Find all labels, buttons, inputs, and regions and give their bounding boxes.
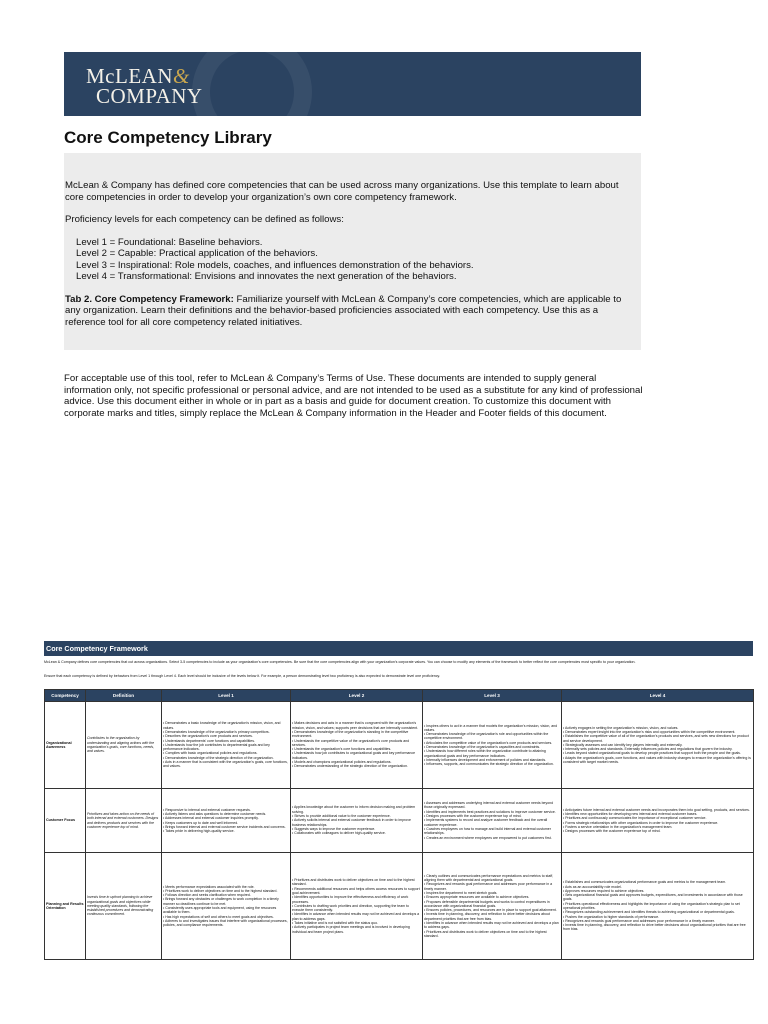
behavior-item: • Suggests ways to improve the customer experience. (292, 826, 376, 831)
mclean-company-logo: McLEAN& COMPANY (86, 64, 203, 108)
behavior-item: • Acts as an accountability role model. (563, 884, 622, 889)
behavior-item: • Understands how the job contributes to departmental goals and key performance indicators. (163, 742, 270, 752)
level-3-definition: Level 3 = Inspirational: Role models, coaches, and influences demonstration of the behaviors. (76, 259, 474, 271)
behavior-item: • Recognizes and rewards goal performance and addresses poor performance in a timely manner. (563, 918, 715, 923)
behavior-item: • Ensures policies, procedures, and resources are in place to support goal attainment. (424, 908, 557, 913)
column-header-level-3: Level 3 (423, 690, 562, 702)
behavior-item: • Internally sets policies and standards. Externally influences policies and regulations that govern the industry. (563, 747, 733, 752)
behavior-item: • Collaborates with colleagues to deliver high-quality service. (292, 831, 386, 836)
behavior-item: • Demonstrates knowledge of the organization’s primary competitors. (163, 729, 270, 734)
behavior-item: • Clearly outlines and communicates performance expectations and metrics to staff, aligning them with departmental and organizational goals. (424, 873, 554, 883)
level-2-definition: Level 2 = Capable: Practical application of the behaviors. (76, 248, 318, 259)
competency-name-cell: Planning and Results Orientation (45, 853, 86, 960)
behavior-item: • Makes decisions and acts in a manner that is congruent with the organization’s mission, vision, and values; supports peer decisions that are internally consistent. (292, 721, 419, 730)
level-4-definition: Level 4 = Transformational: Envisions and innovates the next generation of the behaviors. (76, 271, 457, 282)
page-title: Core Competency Library (64, 128, 272, 147)
behavior-item: • Implements systems to record and analyze customer feedback and the overall customer experience. (424, 818, 548, 827)
behavior-item: • Adheres to and investigates issues that interfere with organizational processes, policies, and compliance requirements. (163, 918, 288, 928)
behavior-item: • Prioritizes and distributes work to deliver objectives on time and to the highest standard. (292, 878, 415, 887)
header-banner (64, 52, 641, 116)
behavior-item: • Influences, supports, and communicates the strategic direction of the organization. (424, 762, 554, 767)
intro-paragraph: McLean & Company has defined core competencies that can be used across many organizations. Use this template to learn about core competencies in order to develop your organization’s own core competency framework. (65, 180, 619, 203)
behavior-item: • Designs processes with the customer experience top of mind. (424, 814, 522, 819)
column-header-level-1: Level 1 (162, 690, 291, 702)
behavior-item: • Assesses and addresses underlying internal and external customer needs beyond those originally expressed. (424, 801, 554, 810)
competency-definition-cell: Invests time in upfront planning to achieve organizational goals and objectives while meeting quality standards, following the established procedures and demonstrating continuous commitment. (86, 853, 162, 960)
behavior-item: • Leads beyond stated organizational goals to develop people practices that support both the people and the goals. (563, 751, 741, 756)
behavior-item: • Ensures appropriate resources are available to achieve objectives. (424, 895, 530, 900)
behavior-item: • Models and champions organizational policies and regulations. (292, 760, 392, 765)
terms-of-use-paragraph: For acceptable use of this tool, refer to McLean & Company’s Terms of Use. These documents are intended to supply general information only, not specific professional or personal advice, and are not intended to be used as a substitute for any kind of professional advice. Use this document either in whole or in part as a basis and guide for document creation. To customize this document with corporate marks and titles, simply replace the McLean & Company information in the Header and Footer fields of this document. (64, 373, 643, 419)
level-1-behaviors-cell (162, 853, 291, 960)
behavior-item: • Demonstrates understanding of the strategic direction of the organization. (292, 764, 409, 769)
behavior-item: • Understands how different roles within the organization contribute to attaining organizational goals and key performance indicators. (424, 749, 546, 758)
intro-box (64, 153, 641, 350)
behavior-item: • Understands departments’ core functions and capabilities. (163, 738, 255, 743)
column-header-definition: Definition (86, 690, 162, 702)
behavior-item: • Prioritizes and distributes work to deliver objectives on time and to the highest standard. (424, 929, 547, 938)
behavior-item: • Demonstrates knowledge of the organization’s standing in the competitive environment. (292, 729, 409, 739)
framework-section-header: Core Competency Framework (44, 641, 753, 656)
behavior-item: • Consistently uses appropriate tools and equipment, using the resources available to them. (163, 906, 277, 915)
competency-name-cell: Customer Focus (45, 789, 86, 853)
behavior-item: • Actively listens and asks questions to determine customer needs. (163, 811, 267, 816)
competency-definition-cell: Prioritizes and takes action on the needs of both internal and external customers. Designs and delivers products and services with the customer experience top of mind. (86, 789, 162, 853)
behavior-item: • Recognizes and rewards goal performance and addresses poor performance in a timely manner. (424, 882, 553, 891)
behavior-item: • Forms strategic relationships with other organizations in order to improve the customer experience. (563, 820, 719, 825)
tab-2-label: Tab 2. Core Competency Framework: (65, 293, 234, 305)
behavior-item: • Inspires others to act in a manner that models the organization’s mission, vision, and values. (424, 723, 558, 732)
level-3-behaviors-cell (423, 702, 562, 789)
behavior-item: • Takes initiative and is not satisfied with the status quo. (292, 921, 378, 926)
behavior-item: • Internally influences development and enforcement of policies and standards. (424, 757, 547, 762)
level-2-behaviors-cell (291, 702, 423, 789)
logo-swirl-graphic (192, 52, 312, 116)
behavior-item: • Addresses internal and external customer inquiries promptly. (163, 816, 259, 821)
behavior-item: • Establishes and communicates organizational performance goals and metrics to the management team. (563, 880, 727, 885)
behavior-item: • Actively participates in project team meetings and is involved in developing individual and team project plans. (292, 925, 410, 934)
behavior-item: • Identifies and implements best practices and solutions to improve customer service. (424, 809, 556, 814)
behavior-item: • Fosters a service orientation in the organization’s management team. (563, 824, 673, 829)
behavior-item: • Actively solicits internal and external customer feedback in order to improve business relationships. (292, 818, 411, 827)
behavior-item: • Meets performance expectations associated with the role. (163, 884, 255, 889)
behavior-item: • Strategically assesses and can identify key players internally and externally. (563, 742, 683, 747)
behavior-item: • Creates an environment where employees are empowered to put customers first. (424, 835, 552, 840)
behavior-item: • Recognizes outstanding achievement and identifies threats to achieving organizational or departmental goals. (563, 910, 735, 915)
behavior-item: • Follows direction and seeks clarification when required. (163, 893, 251, 898)
level-2-behaviors-cell (291, 789, 423, 853)
behavior-item: • Brings forward any obstacles or challenges to work completion in a timely manner so deadlines continue to be met. (163, 897, 279, 906)
behavior-item: • Pushes the organization to higher standards of performance. (563, 914, 660, 919)
behavior-item: • Identifies new opportunities for developing new internal and external customer bases. (563, 811, 698, 816)
behavior-item: • Approves resources required to achieve objectives. (563, 888, 645, 893)
behavior-item: • Invests time in planning, discovery, and reflection to drive better decisions about department priorities that are free from bias. (424, 912, 550, 921)
tab-2-description (65, 294, 631, 329)
behavior-item: • Demonstrates knowledge of the strategic direction of the organization. (163, 755, 274, 760)
behavior-item: • Proposes defensible departmental budgets and works to control expenditures in accordance with organizational financial goals. (424, 899, 550, 908)
proficiency-intro: Proficiency levels for each competency can be defined as follows: (65, 214, 344, 225)
behavior-item: • Understands how job contributes to organizational goals and key performance indicators. (292, 751, 416, 760)
behavior-item: • Anticipates future internal and external customer needs and incorporates them into goal setting, products, and services. (563, 807, 750, 812)
behavior-item: • Recommends additional resources and helps others access resources to support goal achievement. (292, 886, 420, 895)
behavior-item: • Coaches employees on how to manage and build internal and external customer relationships. (424, 826, 551, 836)
behavior-item: • Demonstrates a basic knowledge of the organization’s mission, vision, and values. (163, 721, 281, 730)
behavior-item: • Has high expectations of self and others to meet goals and objectives. (163, 914, 274, 919)
behavior-item: • Understands the organization’s core functions and capabilities. (292, 747, 392, 752)
level-3-behaviors-cell (423, 853, 562, 960)
level-3-behaviors-cell (423, 789, 562, 853)
behavior-item: • Acts in a manner that is consistent with the organization’s goals, core functions, and values. (163, 760, 288, 769)
behavior-item: • Sets organizational financial goals and approves budgets, expenditures, and investments in accordance with those goals. (563, 893, 743, 902)
level-4-behaviors-cell (562, 853, 754, 960)
table-header-row (45, 690, 754, 702)
behavior-item: • Prioritizes operational effectiveness and highlights the importance of using the organization’s strategic plan to set operational priorities. (563, 901, 740, 910)
behavior-item: • Takes pride in delivering high-quality service. (163, 829, 235, 834)
behavior-item: • Articulates the competitive value of the organization’s core products and services. (424, 740, 553, 745)
proficiency-levels-list (65, 237, 631, 283)
core-competency-table (44, 689, 754, 960)
behavior-item: • Demonstrates knowledge of the organization’s capacities and constraints. (424, 745, 541, 749)
behavior-item: • Identifies in advance when intended results may not be achieved and develops a plan to address gaps. (424, 921, 559, 930)
behavior-item: • Identifies in advance when intended results may not be achieved and develops a plan to address gaps. (292, 912, 420, 921)
table-row (45, 702, 754, 789)
behavior-item: • Invests time in planning, discovery, and reflection to drive better decisions about organizational priorities that are free from bias. (563, 923, 746, 932)
behavior-item: • Demonstrates expert insight into the organization’s risks and opportunities within the competitive environment. (563, 729, 736, 734)
framework-instruction-note: McLean & Company defines core competencies that cut across organizations. Select 3-5 competencies to include as your organization’s core competencies. Be sure that the core competencies align with your organization’s corporate values. You can choose to modify any elements of the framework to better reflect the core competencies most specific to your organization. (44, 660, 636, 664)
behavior-item: • Identifies opportunities to improve the effectiveness and efficiency of work processes. (292, 895, 409, 904)
behavior-item: • Contributes to drafting work priorities and direction, supporting the team to execute them consistently. (292, 903, 409, 913)
framework-level-note: Ensure that each competency is defined by behaviors from Level 1 through Level 4. Each level should be inclusive of the levels below it. For example, a person demonstrating level two proficiency is also expected to demonstrate level one proficiency. (44, 674, 441, 678)
behavior-item: • Prioritizes and continuously communicates the importance of exceptional customer service. (563, 816, 707, 821)
behavior-item: • Responsive to internal and external customer requests. (163, 807, 251, 812)
behavior-item: • Keeps customers up to date and well informed. (163, 820, 239, 825)
table-row (45, 853, 754, 960)
column-header-level-2: Level 2 (291, 690, 423, 702)
level-1-definition: Level 1 = Foundational: Baseline behaviors. (76, 236, 263, 248)
behavior-item: • Complies with basic organizational policies and regulations. (163, 751, 258, 756)
behavior-item: • Designs processes with the customer experience top of mind. (563, 829, 661, 834)
behavior-item: • Actively engages in setting the organization’s mission, vision, and values. (563, 725, 679, 730)
column-header-competency: Competency (45, 690, 86, 702)
level-1-behaviors-cell (162, 789, 291, 853)
behavior-item: • Understands the competitive value of the organization’s core products and services. (292, 738, 410, 747)
competency-definition-cell: Contributes to the organization by understanding and aligning actions with the organization’s goals, core functions, needs, and values. (86, 702, 162, 789)
tab-2-text: Familiarize yourself with McLean & Company’s core competencies, which are applicable to any organization. Learn their definitions and the behavior-based proficiencies associated with each competency. Use this as a reference tool for all core competency related initiatives. (65, 293, 622, 328)
behavior-item: • Strives to provide additional value to the customer experience. (292, 814, 391, 819)
behavior-item: • Adapts the organization’s goals, core functions, and values with industry changes to ensure the organization’s offering is consistent with target market needs. (563, 755, 751, 765)
behavior-item: • Brings forward internal and external customer service incidents and concerns. (163, 824, 286, 829)
behavior-item: • Prioritizes work to deliver objectives on time and to the highest standard. (163, 888, 278, 893)
level-1-behaviors-cell (162, 702, 291, 789)
behavior-item: • Demonstrates knowledge of the organization’s role and opportunities within the competitive environment. (424, 732, 549, 741)
behavior-item: • Describes the organization’s core products and services. (163, 734, 253, 739)
level-2-behaviors-cell (291, 853, 423, 960)
behavior-item: • Establishes the competitive value of all of the organization’s products and services, and sets new directions for product and service development. (563, 734, 749, 743)
behavior-item: • Applies knowledge about the customer to inform decision making and problem solving. (292, 805, 416, 814)
competency-name-cell: Organizational Awareness (45, 702, 86, 789)
table-row (45, 789, 754, 853)
level-4-behaviors-cell (562, 702, 754, 789)
behavior-item: • Inspires the department to meet stretch goals. (424, 890, 498, 895)
column-header-level-4: Level 4 (562, 690, 754, 702)
level-4-behaviors-cell (562, 789, 754, 853)
